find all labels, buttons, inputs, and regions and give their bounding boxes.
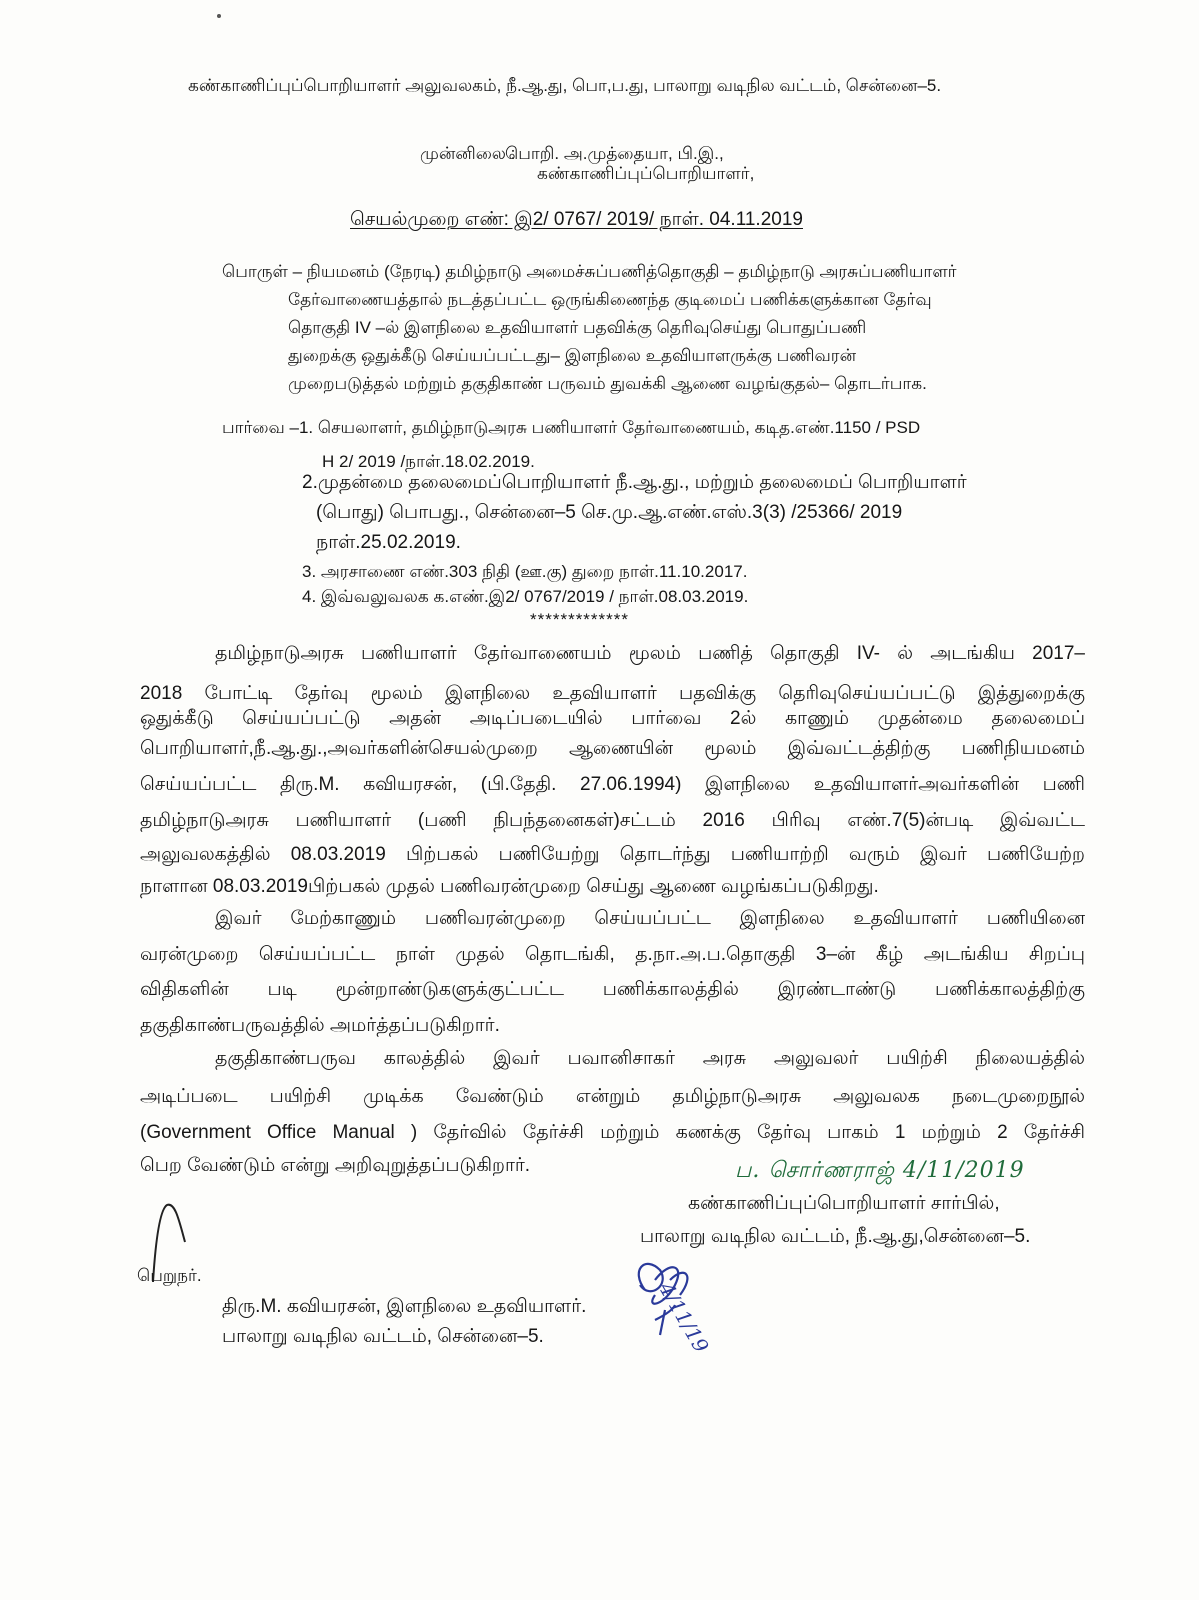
reference-line: 4. இவ்வலுவலக க.எண்.இ2/ 0767/2019 / நாள்.08.03.2019. — [302, 587, 749, 606]
presence-label: முன்னிலை : — [420, 144, 516, 163]
proceedings-number: செயல்முறை எண்: இ2/ 0767/ 2019/ நாள். 04.11.2019 — [350, 209, 803, 230]
subject-line: முறைபடுத்தல் மற்றும் தகுதிகாண் பருவம் துவக்கி ஆணை வழங்குதல்– தொடர்பாக. — [288, 374, 927, 393]
body-line: (Government Office Manual ) தேர்வில் தேர்ச்சி மற்றும் கணக்கு தேர்வு பாகம் 1 மற்றும் 2 தேர்ச்சி — [140, 1122, 1085, 1143]
presence-name: பொறி. அ.முத்தையா, பி.இ., — [505, 144, 724, 163]
body-line: விதிகளின் படி மூன்றாண்டுகளுக்குட்பட்ட பணிக்காலத்தில் இரண்டாண்டு பணிக்காலத்திற்கு — [140, 979, 1085, 1000]
body-line: ஒதுக்கீடு செய்யப்பட்டு அதன் அடிப்படையில் பார்வை 2ல் காணும் முதன்மை தலைமைப் — [140, 708, 1085, 729]
reference-line: H 2/ 2019 /நாள்.18.02.2019. — [322, 452, 535, 471]
body-line: தகுதிகாண்பருவத்தில் அமர்த்தப்படுகிறார். — [140, 1015, 500, 1036]
body-line: தமிழ்நாடுஅரசு பணியாளர் தேர்வாணையம் மூலம் பணித் தொகுதி IV- ல் அடங்கிய 2017– — [215, 643, 1085, 664]
subject-line: தேர்வாணையத்தால் நடத்தப்பட்ட ஒருங்கிணைந்த குடிமைப் பணிக்களுக்கான தேர்வு — [288, 290, 932, 309]
recipient-label: பெறுநர். — [137, 1266, 202, 1285]
body-line: அலுவலகத்தில் 08.03.2019 பிற்பகல் பணியேற்று தொடர்ந்து பணியாற்றி வரும் இவர் பணியேற்ற — [140, 844, 1085, 865]
body-line: தகுதிகாண்பருவ காலத்தில் இவர் பவானிசாகர் அரசு அலுவலர் பயிற்சி நிலையத்தில் — [215, 1048, 1085, 1069]
office-header: கண்காணிப்புப்பொறியாளர் அலுவலகம், நீ.ஆ.து, பொ,ப.து, பாலாறு வடிநில வட்டம், சென்னை–5. — [188, 76, 942, 95]
reference-line: பார்வை –1. செயலாளர், தமிழ்நாடுஅரசு பணியாளர் தேர்வாணையம், கடித.எண்.1150 / PSD — [222, 418, 921, 437]
recipient-name: திரு.M. கவியரசன், இளநிலை உதவியாளர். — [222, 1296, 587, 1317]
reference-line: 2.முதன்மை தலைமைப்பொறியாளர் நீ.ஆ.து., மற்றும் தலைமைப் பொறியாளர் — [302, 472, 967, 493]
body-line: தமிழ்நாடுஅரசு பணியாளர் (பணி நிபந்தனைகள்)சட்டம் 2016 பிரிவு எண்.7(5)ன்படி இவ்வட்ட — [140, 810, 1085, 831]
body-line: இவர் மேற்காணும் பணிவரன்முறை செய்யப்பட்ட இளநிலை உதவியாளர் பணியினை — [215, 908, 1085, 929]
reference-line: நாள்.25.02.2019. — [316, 532, 461, 553]
subject-line: பொருள் – நியமனம் (நேரடி) தமிழ்நாடு அமைச்சுப்பணித்தொகுதி – தமிழ்நாடு அரசுப்பணியாளர் — [222, 262, 957, 281]
body-line: அடிப்படை பயிற்சி முடிக்க வேண்டும் என்றும் தமிழ்நாடுஅரசு அலுவலக நடைமுறைநூல் — [140, 1086, 1085, 1107]
separator: ************* — [530, 610, 630, 629]
subject-line: துறைக்கு ஒதுக்கீடு செய்யப்பட்டது– இளநிலை உதவியாளருக்கு பணிவரன் — [288, 346, 857, 365]
handwritten-signature: ப. சொர்ணராஜ் 4/11/2019 — [735, 1158, 1025, 1183]
signature-office: பாலாறு வடிநில வட்டம், நீ.ஆ.து,சென்னை–5. — [640, 1226, 1031, 1247]
signature-on-behalf: கண்காணிப்புப்பொறியாளர் சார்பில், — [688, 1193, 1000, 1214]
body-line: வரன்முறை செய்யப்பட்ட நாள் முதல் தொடங்கி, த.நா.அ.ப.தொகுதி 3–ன் கீழ் அடங்கிய சிறப்பு — [140, 944, 1085, 965]
body-line: நாளான 08.03.2019பிற்பகல் முதல் பணிவரன்முறை செய்து ஆணை வழங்கப்படுகிறது. — [140, 876, 879, 897]
presence-title: கண்காணிப்புப்பொறியாளர், — [537, 164, 755, 183]
reference-line: (பொது) பொபது., சென்னை–5 செ.மு.ஆ.எண்.எஸ்.3(3) /25366/ 2019 — [316, 502, 903, 523]
body-line: 2018 போட்டி தேர்வு மூலம் இளநிலை உதவியாளர் பதவிக்கு தெரிவுசெய்யப்பட்டு இத்துறைக்கு — [140, 683, 1085, 704]
body-line: பொறியாளர்,நீ.ஆ.து.,அவர்களின்செயல்முறை ஆணையின் மூலம் இவ்வட்டத்திற்கு பணிநியமனம் — [140, 738, 1085, 759]
recipient-address: பாலாறு வடிநில வட்டம், சென்னை–5. — [222, 1326, 544, 1347]
initials-date: 4/11/19 — [654, 1278, 714, 1357]
body-line: செய்யப்பட்ட திரு.M. கவியரசன், (பி.தேதி. 27.06.1994) இளநிலை உதவியாளர்அவர்களின் பணி — [140, 774, 1085, 795]
reference-line: 3. அரசாணை எண்.303 நிதி (ஊ.கு) துறை நாள்.11.10.2017. — [302, 562, 748, 581]
subject-line: தொகுதி IV –ல் இளநிலை உதவியாளர் பதவிக்கு தெரிவுசெய்து பொதுப்பணி — [288, 318, 867, 337]
body-line: பெற வேண்டும் என்று அறிவுறுத்தப்படுகிறார். — [140, 1155, 531, 1176]
speck — [217, 14, 221, 18]
